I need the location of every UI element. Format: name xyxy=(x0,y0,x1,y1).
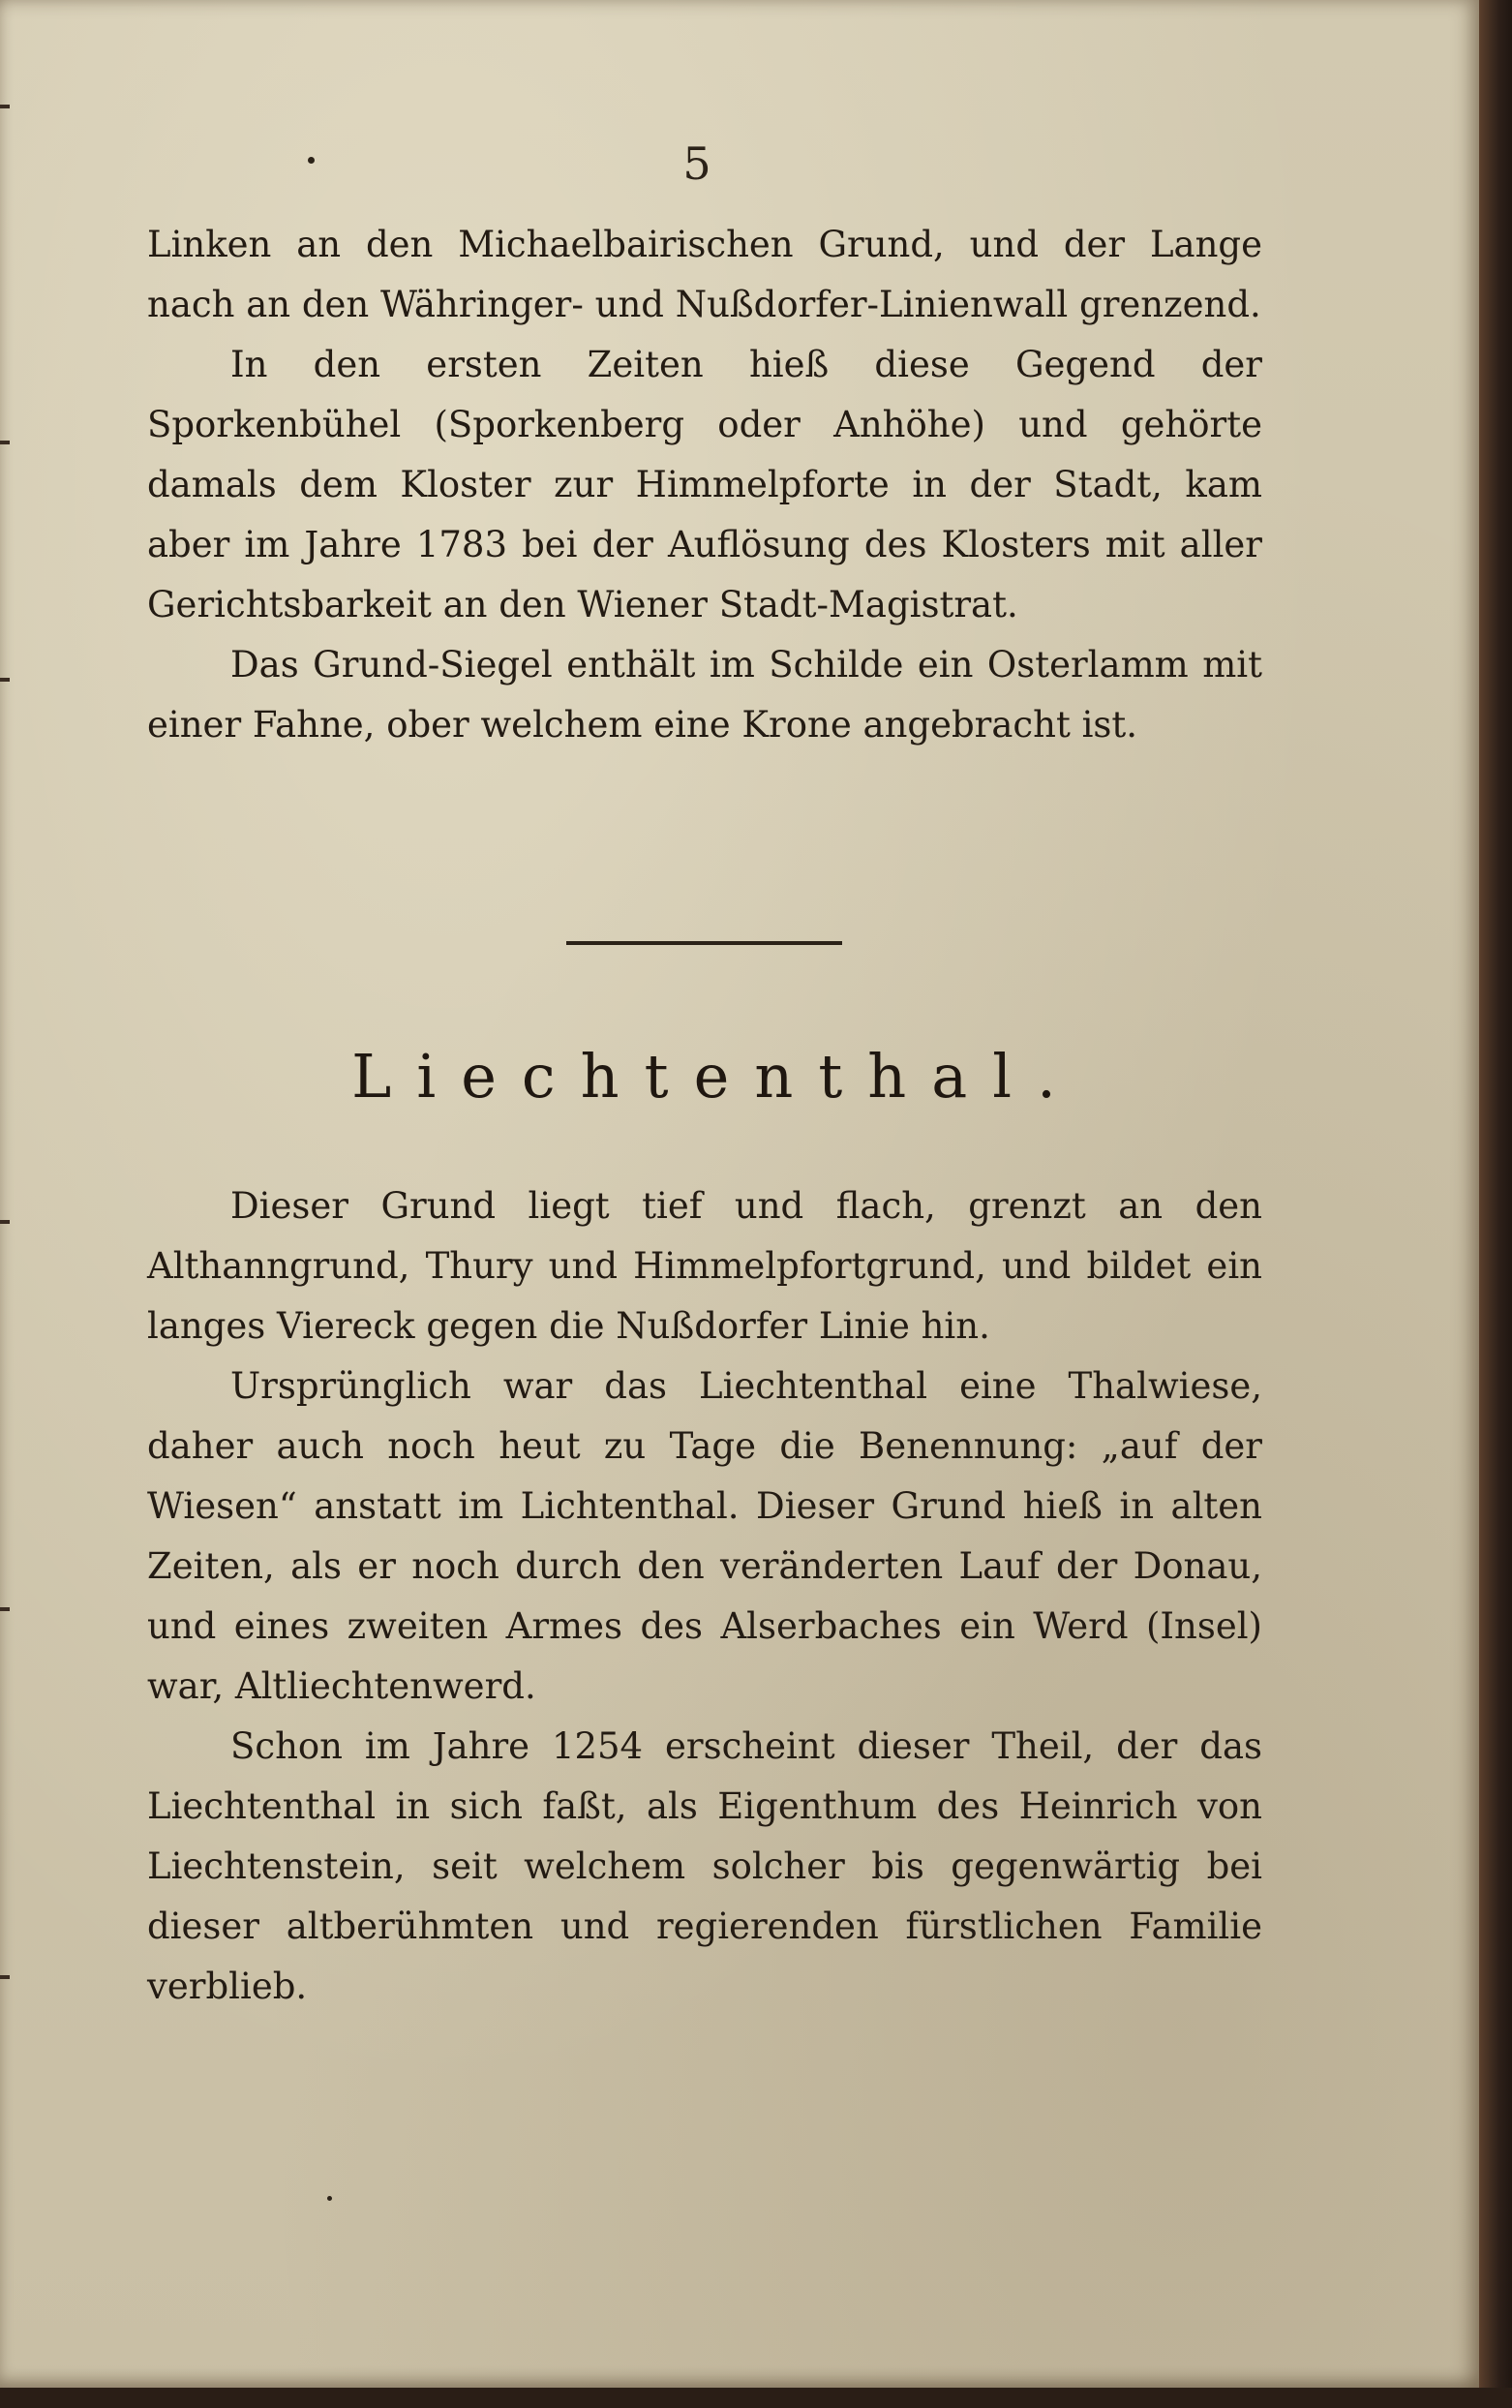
book-spine-edge xyxy=(1479,0,1512,2408)
page-number: 5 xyxy=(682,137,711,190)
ink-dot xyxy=(308,157,315,164)
paragraph-history: In den ersten Zeiten hieß diese Gegend der Sporkenbühel (Sporkenberg oder Anhöhe) und gehörte damals dem Kloster zur Himmelpforte in der Stadt, kam aber im Jahre 1783 bei der Auflösung des Klosters mit aller Gerichtsbarkeit an den Wiener Stadt-Magistrat. xyxy=(147,344,1262,625)
page-bottom-edge xyxy=(0,2388,1512,2408)
section-1-text xyxy=(147,215,1262,755)
binding-mark xyxy=(0,1220,10,1224)
section-divider xyxy=(566,941,842,945)
binding-mark xyxy=(0,105,10,108)
binding-mark xyxy=(0,1607,10,1611)
ink-speck xyxy=(327,2196,332,2201)
section-heading: Liechtenthal. xyxy=(351,1041,1081,1112)
binding-mark xyxy=(0,678,10,682)
binding-mark xyxy=(0,441,10,444)
paragraph-ownership: Schon im Jahre 1254 erscheint dieser Theil, der das Liechtenthal in sich faßt, als Eigenthum des Heinrich von Liechtenstein, seit welchem solcher bis gegenwärtig bei dieser altberühmten und regierenden fürstlichen Familie verblieb. xyxy=(147,1725,1262,2007)
paragraph-origin: Ursprünglich war das Liechtenthal eine Thalwiese, daher auch noch heut zu Tage die Benennung: „auf der Wiesen“ anstatt im Lichtenthal. Dieser Grund hieß in alten Zeiten, als er noch durch den veränderten Lauf der Donau, und eines zweiten Armes des Alserbaches ein Werd (Insel) war, Altliechtenwerd. xyxy=(147,1365,1262,1707)
binding-mark xyxy=(0,1975,10,1979)
paragraph-location: Dieser Grund liegt tief und flach, grenzt an den Althanngrund, Thury und Himmelpfortgrund, und bildet ein langes Viereck gegen die Nußdorfer Linie hin. xyxy=(147,1185,1262,1347)
paragraph-seal: Das Grund-Siegel enthält im Schilde ein Osterlamm mit einer Fahne, ober welchem eine Krone angebracht ist. xyxy=(147,644,1262,746)
section-2-text xyxy=(147,1176,1262,2017)
paragraph-boundary: Linken an den Michaelbairischen Grund, und der Lange nach an den Währinger- und Nußdorfer-Linienwall grenzend. xyxy=(147,224,1262,325)
